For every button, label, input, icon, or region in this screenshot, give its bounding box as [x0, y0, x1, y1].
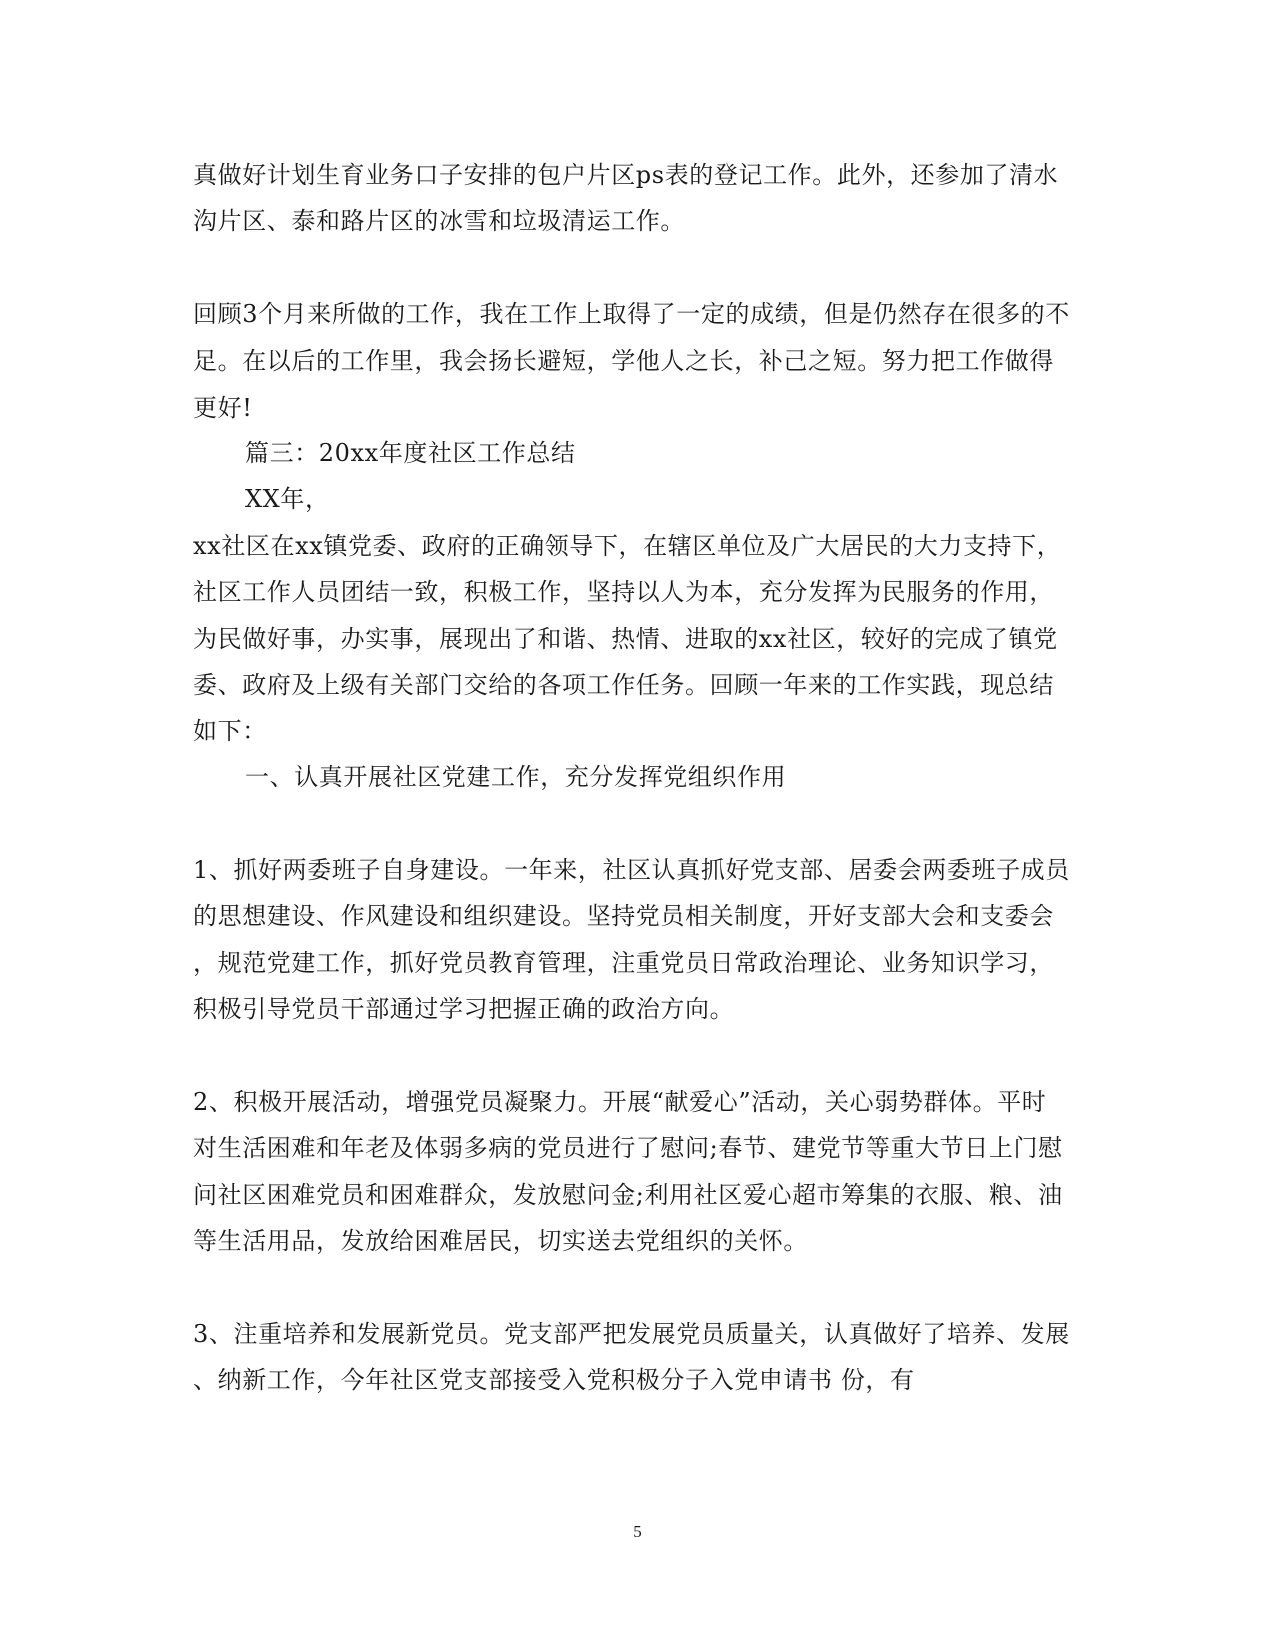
- text-line: XX年，: [245, 485, 330, 513]
- text-line: 的思想建设、作风建设和组织建设。坚持党员相关制度，开好支部大会和支委会: [193, 902, 1054, 930]
- text-line: 2、积极开展活动，增强党员凝聚力。开展“献爱心”活动，关心弱势群体。平时: [193, 1088, 1047, 1116]
- text-line: 社区工作人员团结一致，积极工作，坚持以人为本，充分发挥为民服务的作用，: [193, 578, 1054, 606]
- text-line: ，规范党建工作，抓好党员教育管理，注重党员日常政治理论、业务知识学习，: [193, 949, 1054, 977]
- text-line: 问社区困难党员和困难群众，发放慰问金;利用社区爱心超市筹集的衣服、粮、油: [193, 1181, 1063, 1209]
- text-line: 足。在以后的工作里，我会扬长避短，学他人之长，补己之短。努力把工作做得: [193, 347, 1054, 375]
- page-number: 5: [633, 1522, 642, 1541]
- text-line: 委、政府及上级有关部门交给的各项工作任务。回顾一年来的工作实践，现总结: [193, 671, 1054, 699]
- text-line: 对生活困难和年老及体弱多病的党员进行了慰问;春节、建党节等重大节日上门慰: [193, 1134, 1063, 1162]
- text-line: 真做好计划生育业务口子安排的包户片区ps表的登记工作。此外，还参加了清水: [193, 161, 1059, 189]
- text-line: 积极引导党员干部通过学习把握正确的政治方向。: [193, 995, 735, 1023]
- text-line: 为民做好事，办实事，展现出了和谐、热情、进取的xx社区，较好的完成了镇党: [193, 625, 1058, 653]
- text-line: 、纳新工作，今年社区党支部接受入党积极分子入党申请书 份，有: [193, 1366, 915, 1394]
- text-line: 沟片区、泰和路片区的冰雪和垃圾清运工作。: [193, 207, 685, 235]
- text-line: 1、抓好两委班子自身建设。一年来，社区认真抓好党支部、居委会两委班子成员: [193, 856, 1070, 884]
- text-line: 等生活用品，发放给困难居民，切实送去党组织的关怀。: [193, 1227, 808, 1255]
- text-line: 3、注重培养和发展新党员。党支部严把发展党员质量关，认真做好了培养、发展: [193, 1320, 1070, 1348]
- text-line: 如下：: [193, 717, 267, 745]
- section-heading: 篇三：20xx年度社区工作总结: [245, 439, 576, 467]
- text-line: 更好!: [193, 394, 253, 422]
- subsection-heading: 一、认真开展社区党建工作，充分发挥党组织作用: [245, 763, 787, 791]
- text-line: 回顾3个月来所做的工作，我在工作上取得了一定的成绩，但是仍然存在很多的不: [193, 300, 1070, 328]
- text-line: xx社区在xx镇党委、政府的正确领导下，在辖区单位及广大居民的大力支持下，: [193, 532, 1062, 560]
